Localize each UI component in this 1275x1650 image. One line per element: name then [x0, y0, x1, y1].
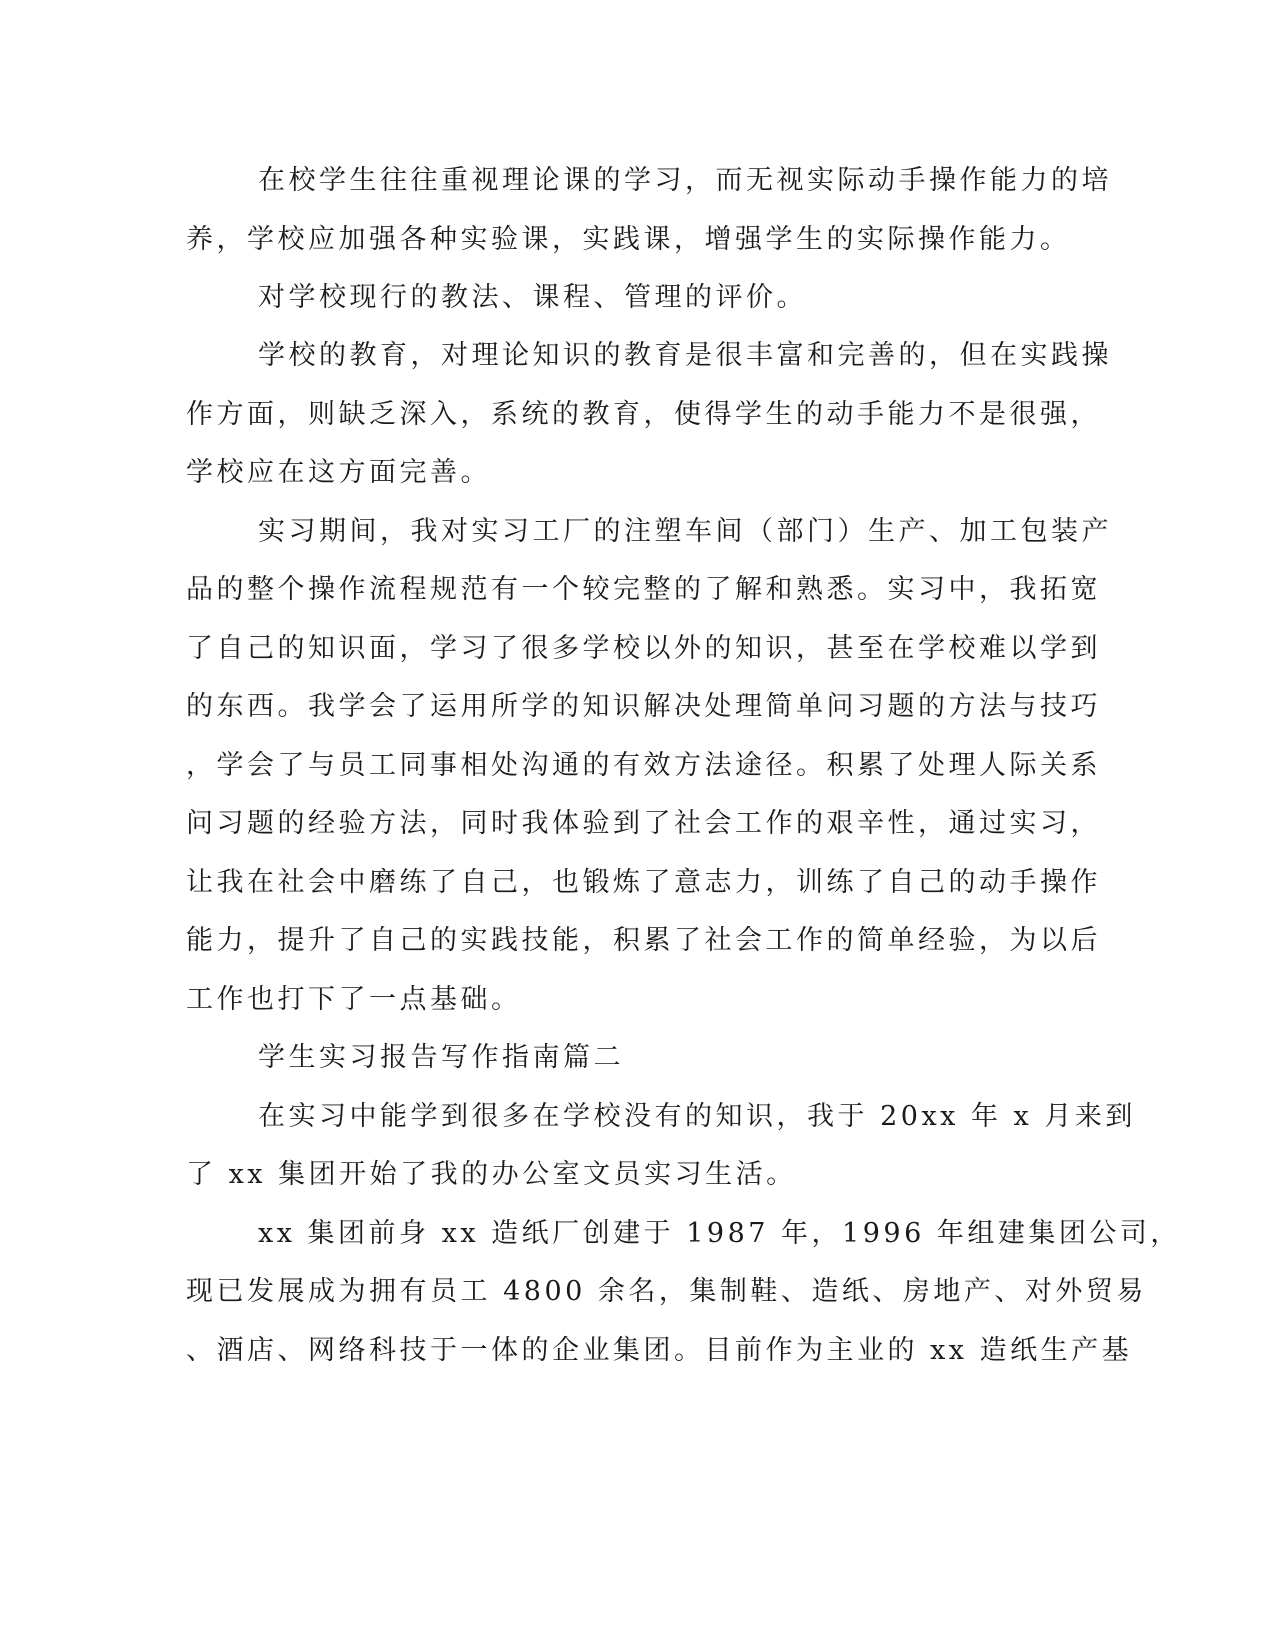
paragraph-line: 能力，提升了自己的实践技能，积累了社会工作的简单经验，为以后 [186, 925, 1101, 956]
paragraph-line: 现已发展成为拥有员工 4800 余名，集制鞋、造纸、房地产、对外贸易 [186, 1276, 1147, 1307]
paragraph-line: 在校学生往往重视理论课的学习，而无视实际动手操作能力的培 [258, 165, 1112, 196]
paragraph-line: 让我在社会中磨练了自己，也锻炼了意志力，训练了自己的动手操作 [186, 867, 1101, 898]
paragraph-line: 养，学校应加强各种实验课，实践课，增强学生的实际操作能力。 [186, 224, 1071, 255]
paragraph-line: 实习期间，我对实习工厂的注塑车间（部门）生产、加工包装产 [258, 516, 1112, 547]
paragraph-line: xx 集团前身 xx 造纸厂创建于 1987 年，1996 年组建集团公司， [258, 1218, 1181, 1249]
section-heading: 学生实习报告写作指南篇二 [258, 1042, 624, 1073]
paragraph-line: ，学会了与员工同事相处沟通的有效方法途径。积累了处理人际关系 [186, 750, 1101, 781]
paragraph-line: 工作也打下了一点基础。 [186, 984, 522, 1015]
paragraph-line: 、酒店、网络科技于一体的企业集团。目前作为主业的 xx 造纸生产基 [186, 1335, 1133, 1366]
paragraph-line: 的东西。我学会了运用所学的知识解决处理简单问习题的方法与技巧 [186, 691, 1101, 722]
paragraph-line: 了 xx 集团开始了我的办公室文员实习生活。 [186, 1159, 797, 1190]
paragraph-line: 问习题的经验方法，同时我体验到了社会工作的艰辛性，通过实习， [186, 808, 1101, 839]
paragraph-line: 了自己的知识面，学习了很多学校以外的知识，甚至在学校难以学到 [186, 633, 1101, 664]
paragraph-line: 品的整个操作流程规范有一个较完整的了解和熟悉。实习中，我拓宽 [186, 574, 1101, 605]
paragraph-line: 学校应在这方面完善。 [186, 457, 491, 488]
paragraph-line: 作方面，则缺乏深入，系统的教育，使得学生的动手能力不是很强， [186, 399, 1101, 430]
paragraph-line: 学校的教育，对理论知识的教育是很丰富和完善的，但在实践操 [258, 340, 1112, 371]
paragraph-line: 在实习中能学到很多在学校没有的知识，我于 20xx 年 x 月来到 [258, 1101, 1136, 1132]
paragraph-line: 对学校现行的教法、课程、管理的评价。 [258, 282, 807, 313]
